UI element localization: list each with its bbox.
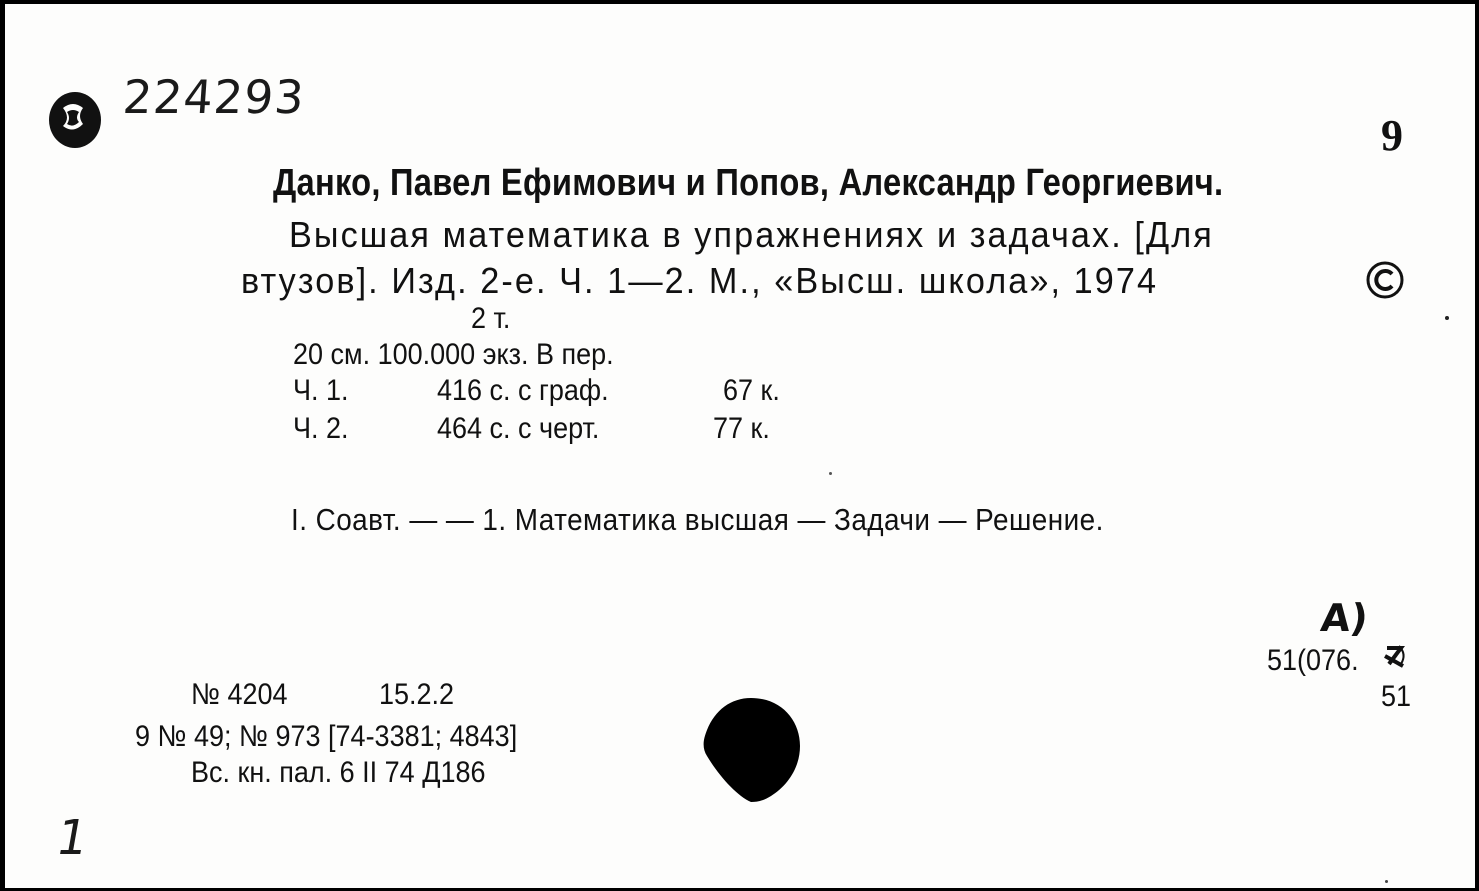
classification-code-2: 51 xyxy=(1381,680,1412,713)
speck xyxy=(1385,880,1388,883)
handwritten-number: 1 xyxy=(52,810,93,866)
strikethrough-mark xyxy=(1379,642,1409,680)
copyright-icon xyxy=(1365,260,1405,300)
title-line-1: Высшая математика в упражнениях и задачах. [Для xyxy=(289,214,1214,255)
author-heading: Данко, Павел Ефимович и Попов, Александр Георгиевич. xyxy=(273,162,1224,204)
library-stamp-icon xyxy=(43,86,107,150)
shelf-number: 9 xyxy=(1381,111,1403,160)
inventory-number: 224293 xyxy=(121,70,307,124)
registry-line: 9 № 49; № 973 [74-3381; 4843] xyxy=(135,720,518,753)
punch-hole-icon xyxy=(701,696,801,802)
part2-pages: 464 с. с черт. xyxy=(437,412,600,445)
part2-label: Ч. 2. xyxy=(293,412,349,445)
classification-code: 51(076. xyxy=(1267,644,1359,677)
handwritten-mark: А) xyxy=(1318,596,1371,640)
book-chamber-line: Вс. кн. пал. 6 II 74 Д186 xyxy=(191,756,486,789)
order-code: 15.2.2 xyxy=(379,678,455,711)
title-line-2: втузов]. Изд. 2-е. Ч. 1—2. М., «Высш. школа», 1974 xyxy=(241,260,1159,301)
physical-description: 20 см. 100.000 экз. В пер. xyxy=(293,338,614,371)
subject-tracings: I. Соавт. — — 1. Математика высшая — Задачи — Решение. xyxy=(291,502,1104,537)
volumes-count: 2 т. xyxy=(471,302,511,335)
part2-price: 77 к. xyxy=(713,412,770,445)
order-number: № 4204 xyxy=(191,678,288,711)
speck xyxy=(829,472,832,475)
part1-pages: 416 с. с граф. xyxy=(437,374,609,407)
part1-label: Ч. 1. xyxy=(293,374,349,407)
speck xyxy=(1445,316,1449,320)
part1-price: 67 к. xyxy=(723,374,780,407)
